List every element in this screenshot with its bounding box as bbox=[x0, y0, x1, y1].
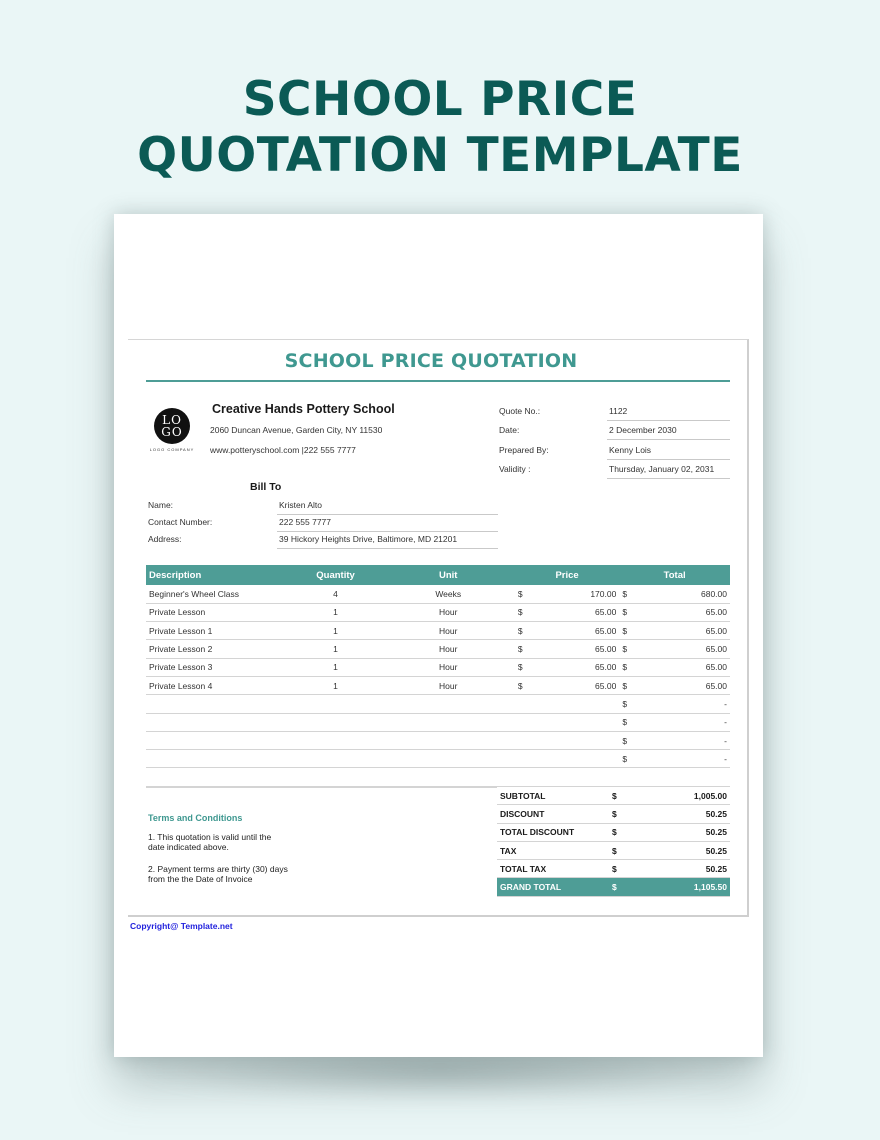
cell-price-currency[interactable] bbox=[515, 731, 529, 749]
cell-unit[interactable] bbox=[382, 750, 515, 768]
company-name: Creative Hands Pottery School bbox=[212, 402, 395, 416]
quote-no-value[interactable]: 1122 bbox=[607, 406, 730, 421]
cell-price[interactable]: 65.00 bbox=[529, 603, 619, 621]
totals-row-tax bbox=[497, 841, 730, 859]
cell-total-currency[interactable]: $ bbox=[619, 676, 633, 694]
column-header-description: Description bbox=[146, 565, 289, 585]
column-header-quantity: Quantity bbox=[289, 565, 381, 585]
cell-total-currency[interactable]: $ bbox=[619, 658, 633, 676]
cell-quantity[interactable] bbox=[289, 731, 381, 749]
cell-price-currency[interactable]: $ bbox=[515, 640, 529, 658]
cell-description[interactable]: Private Lesson 2 bbox=[146, 640, 289, 658]
cell-price[interactable] bbox=[529, 713, 619, 731]
prepared-by-value[interactable]: Kenny Lois bbox=[607, 445, 730, 460]
table-row bbox=[146, 676, 730, 694]
cell-description[interactable]: Private Lesson 1 bbox=[146, 622, 289, 640]
cell-quantity[interactable]: 1 bbox=[289, 622, 381, 640]
quotation-sheet bbox=[128, 339, 749, 917]
cell-price[interactable] bbox=[529, 695, 619, 713]
cell-unit[interactable] bbox=[382, 695, 515, 713]
cell-total[interactable]: 680.00 bbox=[634, 585, 730, 603]
cell-total[interactable]: 65.00 bbox=[634, 603, 730, 621]
cell-price[interactable]: 65.00 bbox=[529, 676, 619, 694]
cell-price[interactable] bbox=[529, 731, 619, 749]
bill-name-label: Name: bbox=[148, 500, 174, 510]
totals-value: 50.25 bbox=[639, 860, 730, 878]
cell-total[interactable]: 65.00 bbox=[634, 658, 730, 676]
cell-total-currency[interactable]: $ bbox=[619, 603, 633, 621]
cell-total-currency[interactable]: $ bbox=[619, 750, 633, 768]
hero-title-line-1: SCHOOL PRICE bbox=[242, 72, 638, 127]
bill-name-value[interactable]: Kristen Alto bbox=[277, 500, 498, 515]
document-page bbox=[114, 214, 763, 1057]
totals-label: GRAND TOTAL bbox=[497, 878, 609, 896]
company-contact: www.potteryschool.com |222 555 7777 bbox=[210, 445, 356, 455]
cell-total-currency[interactable]: $ bbox=[619, 585, 633, 603]
cell-description[interactable]: Private Lesson 3 bbox=[146, 658, 289, 676]
totals-row-discount bbox=[497, 805, 730, 823]
terms-item-2: 2. Payment terms are thirty (30) days from the the Date of Invoice bbox=[148, 864, 288, 884]
cell-price-currency[interactable]: $ bbox=[515, 658, 529, 676]
cell-description[interactable] bbox=[146, 731, 289, 749]
cell-quantity[interactable] bbox=[289, 750, 381, 768]
cell-total[interactable]: - bbox=[634, 731, 730, 749]
column-header-total: Total bbox=[619, 565, 730, 585]
cell-price-currency[interactable]: $ bbox=[515, 603, 529, 621]
totals-value: 1,005.00 bbox=[639, 787, 730, 805]
table-row bbox=[146, 695, 730, 713]
bill-contact-label: Contact Number: bbox=[148, 517, 213, 527]
cell-quantity[interactable]: 1 bbox=[289, 640, 381, 658]
cell-price-currency[interactable] bbox=[515, 750, 529, 768]
cell-total-currency[interactable]: $ bbox=[619, 713, 633, 731]
column-header-unit: Unit bbox=[382, 565, 515, 585]
cell-price-currency[interactable]: $ bbox=[515, 622, 529, 640]
totals-currency: $ bbox=[609, 823, 639, 841]
bill-contact-value[interactable]: 222 555 7777 bbox=[277, 517, 498, 532]
totals-value: 50.25 bbox=[639, 841, 730, 859]
cell-price[interactable]: 65.00 bbox=[529, 658, 619, 676]
totals-row-grand-total bbox=[497, 878, 730, 896]
cell-price[interactable]: 65.00 bbox=[529, 622, 619, 640]
totals-currency: $ bbox=[609, 860, 639, 878]
cell-total[interactable]: - bbox=[634, 695, 730, 713]
quote-no-label: Quote No.: bbox=[499, 406, 541, 416]
hero-title-line-2: QUOTATION TEMPLATE bbox=[137, 128, 743, 183]
cell-description[interactable] bbox=[146, 750, 289, 768]
totals-currency: $ bbox=[609, 841, 639, 859]
table-row bbox=[146, 750, 730, 768]
logo-caption: LOGO COMPANY bbox=[149, 447, 195, 452]
cell-unit[interactable]: Hour bbox=[382, 658, 515, 676]
cell-total-currency[interactable]: $ bbox=[619, 622, 633, 640]
totals-currency: $ bbox=[609, 787, 639, 805]
cell-unit[interactable] bbox=[382, 731, 515, 749]
company-logo-icon bbox=[154, 408, 190, 444]
logo-text-top: LO bbox=[162, 413, 182, 427]
cell-description[interactable] bbox=[146, 695, 289, 713]
cell-unit[interactable]: Hour bbox=[382, 640, 515, 658]
cell-total-currency[interactable]: $ bbox=[619, 695, 633, 713]
totals-label: SUBTOTAL bbox=[497, 787, 609, 805]
cell-unit[interactable]: Weeks bbox=[382, 585, 515, 603]
validity-label: Validity : bbox=[499, 464, 531, 474]
table-row bbox=[146, 603, 730, 621]
cell-quantity[interactable] bbox=[289, 695, 381, 713]
cell-total[interactable]: 65.00 bbox=[634, 622, 730, 640]
company-address: 2060 Duncan Avenue, Garden City, NY 11530 bbox=[210, 425, 383, 435]
terms-heading: Terms and Conditions bbox=[148, 813, 243, 823]
document-title: SCHOOL PRICE QUOTATION bbox=[284, 350, 578, 372]
totals-row-total-discount bbox=[497, 823, 730, 841]
cell-price-currency[interactable] bbox=[515, 695, 529, 713]
validity-value[interactable]: Thursday, January 02, 2031 bbox=[607, 464, 730, 479]
cell-unit[interactable]: Hour bbox=[382, 622, 515, 640]
hero-title bbox=[0, 72, 880, 184]
table-header-row bbox=[146, 565, 730, 585]
totals-value: 50.25 bbox=[639, 805, 730, 823]
table-row bbox=[146, 640, 730, 658]
cell-price[interactable]: 65.00 bbox=[529, 640, 619, 658]
cell-price-currency[interactable] bbox=[515, 713, 529, 731]
cell-unit[interactable]: Hour bbox=[382, 676, 515, 694]
totals-table bbox=[497, 786, 730, 897]
cell-price-currency[interactable]: $ bbox=[515, 585, 529, 603]
cell-quantity[interactable]: 4 bbox=[289, 585, 381, 603]
cell-price-currency[interactable]: $ bbox=[515, 676, 529, 694]
totals-label: TOTAL DISCOUNT bbox=[497, 823, 609, 841]
cell-total-currency[interactable]: $ bbox=[619, 640, 633, 658]
table-bottom-divider bbox=[146, 786, 497, 788]
bill-address-label: Address: bbox=[148, 534, 182, 544]
totals-value: 1,105.50 bbox=[639, 878, 730, 896]
table-row bbox=[146, 658, 730, 676]
terms-item-1: 1. This quotation is valid until the date indicated above. bbox=[148, 832, 272, 852]
cell-total-currency[interactable]: $ bbox=[619, 731, 633, 749]
cell-unit[interactable] bbox=[382, 713, 515, 731]
totals-currency: $ bbox=[609, 878, 639, 896]
cell-quantity[interactable]: 1 bbox=[289, 676, 381, 694]
cell-total[interactable]: 65.00 bbox=[634, 676, 730, 694]
totals-row-subtotal bbox=[497, 787, 730, 805]
cell-description[interactable]: Beginner's Wheel Class bbox=[146, 585, 289, 603]
totals-label: DISCOUNT bbox=[497, 805, 609, 823]
cell-quantity[interactable]: 1 bbox=[289, 603, 381, 621]
cell-total[interactable]: - bbox=[634, 713, 730, 731]
totals-label: TAX bbox=[497, 841, 609, 859]
prepared-by-label: Prepared By: bbox=[499, 445, 549, 455]
cell-unit[interactable]: Hour bbox=[382, 603, 515, 621]
cell-price[interactable]: 170.00 bbox=[529, 585, 619, 603]
table-row bbox=[146, 622, 730, 640]
date-value[interactable]: 2 December 2030 bbox=[607, 425, 730, 440]
title-divider bbox=[146, 380, 730, 382]
totals-currency: $ bbox=[609, 805, 639, 823]
cell-description[interactable]: Private Lesson bbox=[146, 603, 289, 621]
totals-label: TOTAL TAX bbox=[497, 860, 609, 878]
cell-price[interactable] bbox=[529, 750, 619, 768]
cell-total[interactable]: 65.00 bbox=[634, 640, 730, 658]
totals-row-total-tax bbox=[497, 860, 730, 878]
cell-quantity[interactable] bbox=[289, 713, 381, 731]
table-row bbox=[146, 731, 730, 749]
table-row bbox=[146, 713, 730, 731]
logo-text-bottom: GO bbox=[161, 425, 183, 439]
cell-total[interactable]: - bbox=[634, 750, 730, 768]
cell-description[interactable] bbox=[146, 713, 289, 731]
line-items-table bbox=[146, 565, 730, 768]
cell-description[interactable]: Private Lesson 4 bbox=[146, 676, 289, 694]
table-row bbox=[146, 585, 730, 603]
cell-quantity[interactable]: 1 bbox=[289, 658, 381, 676]
copyright-link[interactable]: Copyright@ Template.net bbox=[130, 921, 233, 931]
column-header-price: Price bbox=[515, 565, 620, 585]
date-label: Date: bbox=[499, 425, 520, 435]
bill-address-value[interactable]: 39 Hickory Heights Drive, Baltimore, MD 21201 bbox=[277, 534, 498, 549]
totals-value: 50.25 bbox=[639, 823, 730, 841]
bill-to-heading: Bill To bbox=[250, 481, 282, 493]
